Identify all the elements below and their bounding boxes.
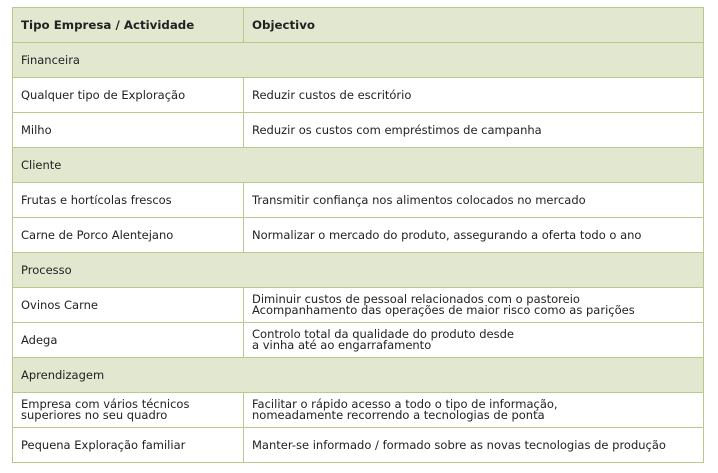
cell-text-line: Ovinos Carne [21,297,98,312]
cell-type-activity [13,288,244,323]
category-label: Cliente [13,148,704,183]
cell-text-line: Diminuir custos de pessoal relacionados com o pastoreio [252,292,580,306]
cell-type-activity [13,113,244,148]
cell-text-line: superiores no seu quadro [21,408,168,422]
cell-objective [244,218,704,253]
table-row [13,393,704,428]
cell-text-line: Controlo total da qualidade do produto desde [252,327,514,341]
table-row [13,323,704,358]
cell-objective [244,113,704,148]
cell-objective [244,78,704,113]
cell-text-line: Manter-se informado / formado sobre as novas tecnologias de produção [252,437,666,452]
cell-text-line: Reduzir custos de escritório [252,87,412,102]
cell-text-line: Facilitar o rápido acesso a todo o tipo de informação, [252,397,558,411]
cell-type-activity [13,323,244,358]
table-header-row [13,8,704,43]
cell-text-line: Adega [21,332,58,347]
cell-text-line: Reduzir os custos com empréstimos de campanha [252,122,542,137]
table-row [13,428,704,463]
category-row [13,148,704,183]
table-row [13,113,704,148]
category-row [13,358,704,393]
cell-text-line: a vinha até ao engarrafamento [252,338,432,352]
category-label: Aprendizagem [13,358,704,393]
cell-objective [244,428,704,463]
cell-text-line: Empresa com vários técnicos [21,397,190,411]
category-label: Financeira [13,43,704,78]
header-type-activity: Tipo Empresa / Actividade [13,8,244,43]
header-objective: Objectivo [244,8,704,43]
cell-text-line: Carne de Porco Alentejano [21,227,174,242]
table-row [13,218,704,253]
cell-text-line: Pequena Exploração familiar [21,437,186,452]
cell-text-line: Transmitir confiança nos alimentos colocados no mercado [252,192,586,207]
cell-text-line: Frutas e hortícolas frescos [21,192,172,207]
category-label: Processo [13,253,704,288]
cell-type-activity [13,183,244,218]
cell-type-activity [13,428,244,463]
table-row [13,183,704,218]
cell-objective [244,393,704,428]
category-row [13,43,704,78]
table-body [13,43,704,463]
cell-text-line: Normalizar o mercado do produto, assegurando a oferta todo o ano [252,227,642,242]
cell-type-activity [13,393,244,428]
cell-text-line: nomeadamente recorrendo a tecnologias de ponta [252,408,545,422]
cell-text-line: Qualquer tipo de Exploração [21,87,186,102]
cell-type-activity [13,218,244,253]
cell-objective [244,183,704,218]
cell-objective [244,288,704,323]
cell-text-line: Acompanhamento das operações de maior risco como as parições [252,303,635,317]
cell-text-line: Milho [21,122,52,137]
table-row [13,288,704,323]
category-row [13,253,704,288]
table-row [13,78,704,113]
cell-type-activity [13,78,244,113]
objectives-table [12,7,704,463]
cell-objective [244,323,704,358]
objectives-table-container [12,7,703,463]
